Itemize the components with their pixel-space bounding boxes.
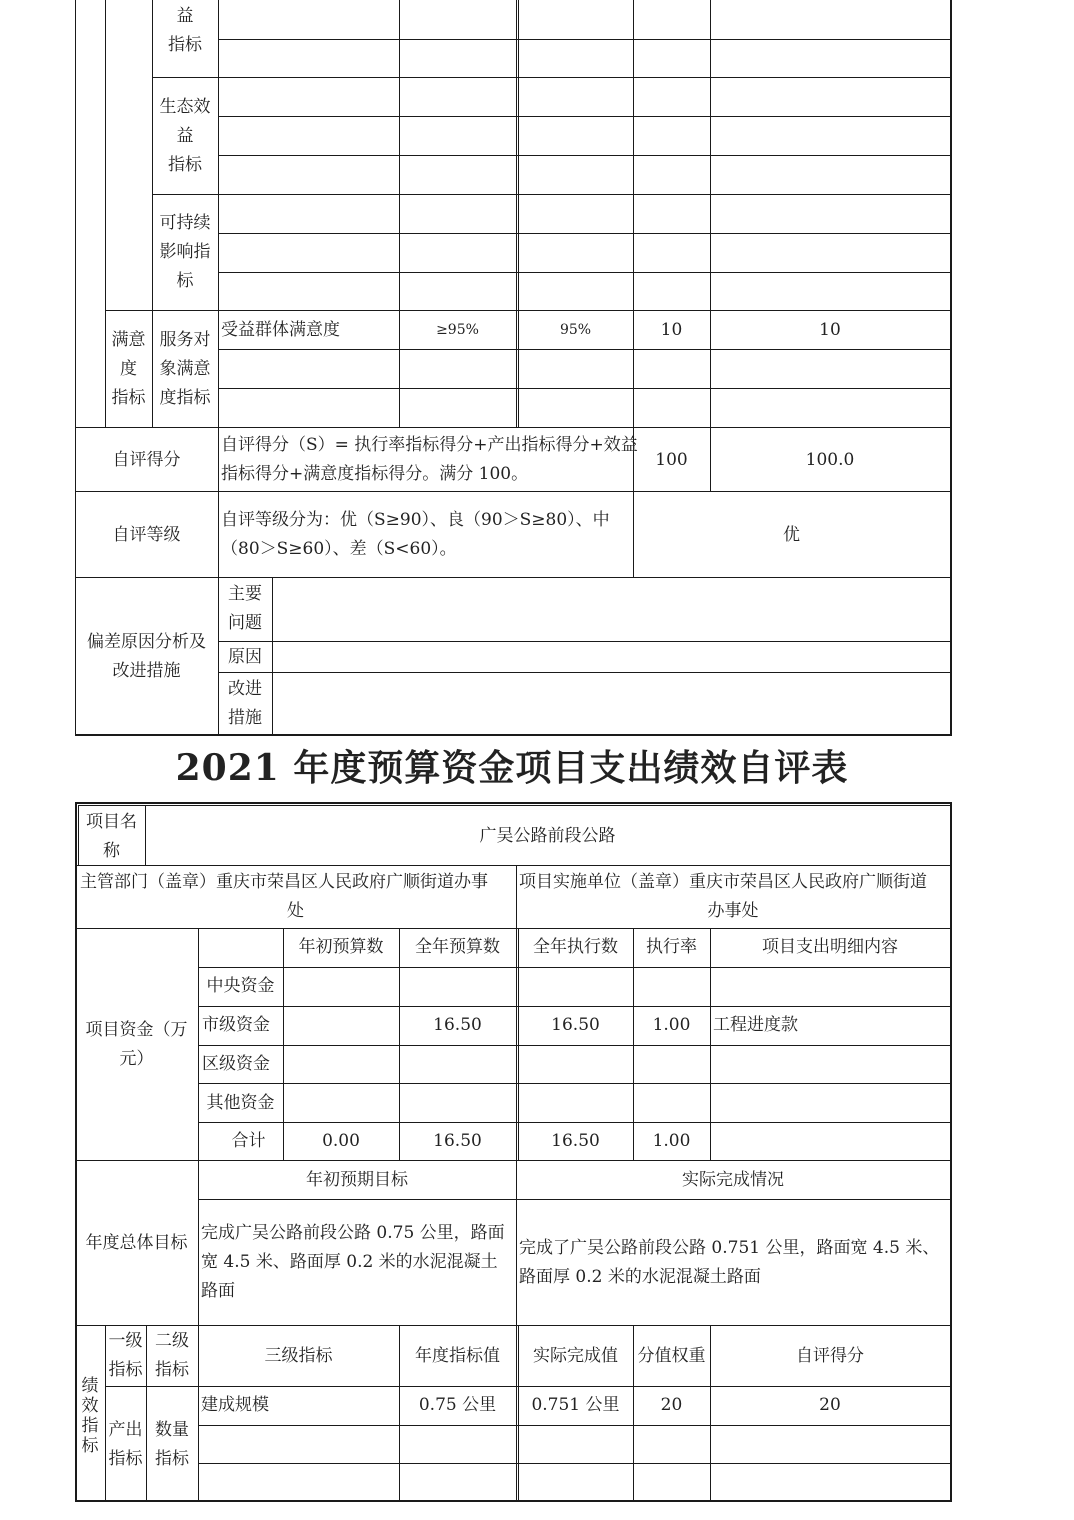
goal-label: 年度总体目标	[85, 1233, 188, 1253]
fund-row-name: 其他资金	[206, 1093, 275, 1113]
fund-row-detail: 工程进度款	[713, 1015, 798, 1035]
fund-row-annual: 16.50	[433, 1131, 482, 1151]
quantity-indicator-1: 数量	[155, 1420, 189, 1440]
indicator-actual: 0.751 公里	[531, 1395, 620, 1415]
fund-header-detail: 项目支出明细内容	[762, 937, 898, 957]
impl-line-1: 项目实施单位（盖章）重庆市荣昌区人民政府广顺街道	[519, 872, 927, 892]
score-total: 100	[655, 450, 688, 470]
page-title: 2021 年度预算资金项目支出绩效自评表	[175, 747, 849, 789]
fund-row-initial: 0.00	[322, 1131, 360, 1151]
score-formula-line-1: 自评得分（S）= 执行率指标得分+产出指标得分+效益	[221, 435, 638, 455]
perf-label-char: 指	[81, 1416, 99, 1436]
fund-row-name: 市级资金	[202, 1015, 270, 1035]
perf-label-char: 标	[81, 1436, 99, 1456]
sat-label-3: 指标	[111, 388, 146, 408]
goal-actual-header: 实际完成情况	[682, 1170, 784, 1190]
goal-planned-line-2: 宽 4.5 米、路面厚 0.2 米的水泥混凝土	[201, 1252, 498, 1272]
level3-header: 三级指标	[264, 1346, 333, 1366]
level1-header-2: 指标	[108, 1360, 143, 1380]
svc-label-2: 象满意	[159, 359, 211, 379]
quantity-indicator-2: 指标	[155, 1449, 189, 1469]
fund-row-name: 合计	[231, 1131, 266, 1151]
deviation-label-2: 改进措施	[112, 661, 181, 681]
grade-label: 自评等级	[112, 525, 181, 545]
score-value: 100.0	[805, 450, 855, 470]
dev-main-problem-2: 问题	[228, 613, 262, 633]
dev-improve-2: 措施	[228, 708, 262, 728]
goal-actual-line-1: 完成了广吴公路前段公路 0.751 公里，路面宽 4.5 米、	[519, 1238, 940, 1258]
eco-label-1: 生态效	[159, 97, 211, 117]
col-score-header: 自评得分	[796, 1346, 864, 1366]
svc-label-1: 服务对	[159, 330, 211, 350]
sat-indicator-name: 受益群体满意度	[221, 320, 340, 340]
grade-desc-line-1: 自评等级分为：优（S≥90）、良（90＞S≥80）、中	[221, 510, 610, 530]
fund-header-annual: 全年预算数	[415, 937, 500, 957]
level1-header-1: 一级	[108, 1331, 143, 1351]
indicator-name: 建成规模	[201, 1395, 269, 1415]
impl-line-2: 办事处	[707, 901, 759, 921]
score-formula-line-2: 指标得分+满意度指标得分。满分 100。	[221, 464, 529, 484]
perf-label-char: 效	[81, 1396, 99, 1416]
fund-header-initial: 年初预算数	[298, 937, 384, 957]
sat-indicator-actual: 95%	[559, 322, 592, 338]
grade-value: 优	[783, 525, 800, 545]
dev-improve-1: 改进	[228, 679, 262, 699]
project-name-value: 广吴公路前段公路	[479, 826, 616, 846]
fund-label-1: 项目资金（万	[85, 1020, 188, 1040]
svc-label-3: 度指标	[159, 388, 211, 408]
benefit-tail-2: 指标	[168, 35, 202, 55]
benefit-tail-1: 益	[176, 6, 194, 26]
eco-label-2: 益	[176, 126, 194, 146]
sat-label-2: 度	[120, 359, 137, 379]
perf-label-char: 绩	[81, 1376, 99, 1396]
indicator-score: 20	[819, 1395, 841, 1415]
col-weight-header: 分值权重	[637, 1346, 706, 1366]
eco-label-3: 指标	[168, 155, 202, 175]
fund-row-rate: 1.00	[652, 1131, 691, 1151]
sust-label-2: 影响指	[159, 242, 211, 262]
indicator-target: 0.75 公里	[418, 1395, 497, 1415]
project-name-label-1: 项目名	[86, 812, 137, 832]
fund-header-rate: 执行率	[646, 937, 697, 957]
dev-reason: 原因	[228, 647, 262, 667]
sat-indicator-score: 10	[819, 320, 841, 340]
fund-row-name: 区级资金	[202, 1054, 270, 1074]
fund-row-name: 中央资金	[206, 976, 275, 996]
goal-actual-line-2: 路面厚 0.2 米的水泥混凝土路面	[519, 1267, 761, 1287]
fund-row-executed: 16.50	[551, 1131, 600, 1151]
indicator-weight: 20	[660, 1395, 683, 1415]
level2-header-1: 二级	[155, 1331, 189, 1351]
fund-header-executed: 全年执行数	[533, 937, 618, 957]
output-indicator-1: 产出	[108, 1420, 143, 1440]
sust-label-1: 可持续	[159, 213, 211, 233]
goal-planned-line-1: 完成广吴公路前段公路 0.75 公里，路面	[201, 1223, 505, 1243]
dept-line-1: 主管部门（盖章）重庆市荣昌区人民政府广顺街道办事	[80, 872, 488, 892]
grade-desc-line-2: （80＞S≥60）、差（S<60）。	[221, 539, 457, 559]
goal-planned-line-3: 路面	[201, 1281, 235, 1301]
deviation-label-1: 偏差原因分析及	[87, 632, 206, 652]
dept-line-2: 处	[287, 901, 304, 921]
col-actual-header: 实际完成值	[533, 1346, 618, 1366]
project-name-label-2: 称	[103, 841, 120, 861]
sat-indicator-weight: 10	[660, 320, 683, 340]
sust-label-3: 标	[176, 271, 194, 291]
fund-row-rate: 1.00	[652, 1015, 691, 1035]
score-label: 自评得分	[112, 450, 181, 470]
sat-label-1: 满意	[111, 330, 146, 350]
col-target-header: 年度指标值	[415, 1346, 500, 1366]
dev-main-problem-1: 主要	[228, 584, 262, 604]
output-indicator-2: 指标	[108, 1449, 143, 1469]
sat-indicator-target: ≥95%	[436, 322, 479, 338]
fund-row-executed: 16.50	[551, 1015, 600, 1035]
level2-header-2: 指标	[155, 1360, 189, 1380]
fund-row-annual: 16.50	[433, 1015, 482, 1035]
goal-planned-header: 年初预期目标	[306, 1170, 408, 1190]
fund-label-2: 元）	[119, 1049, 154, 1069]
